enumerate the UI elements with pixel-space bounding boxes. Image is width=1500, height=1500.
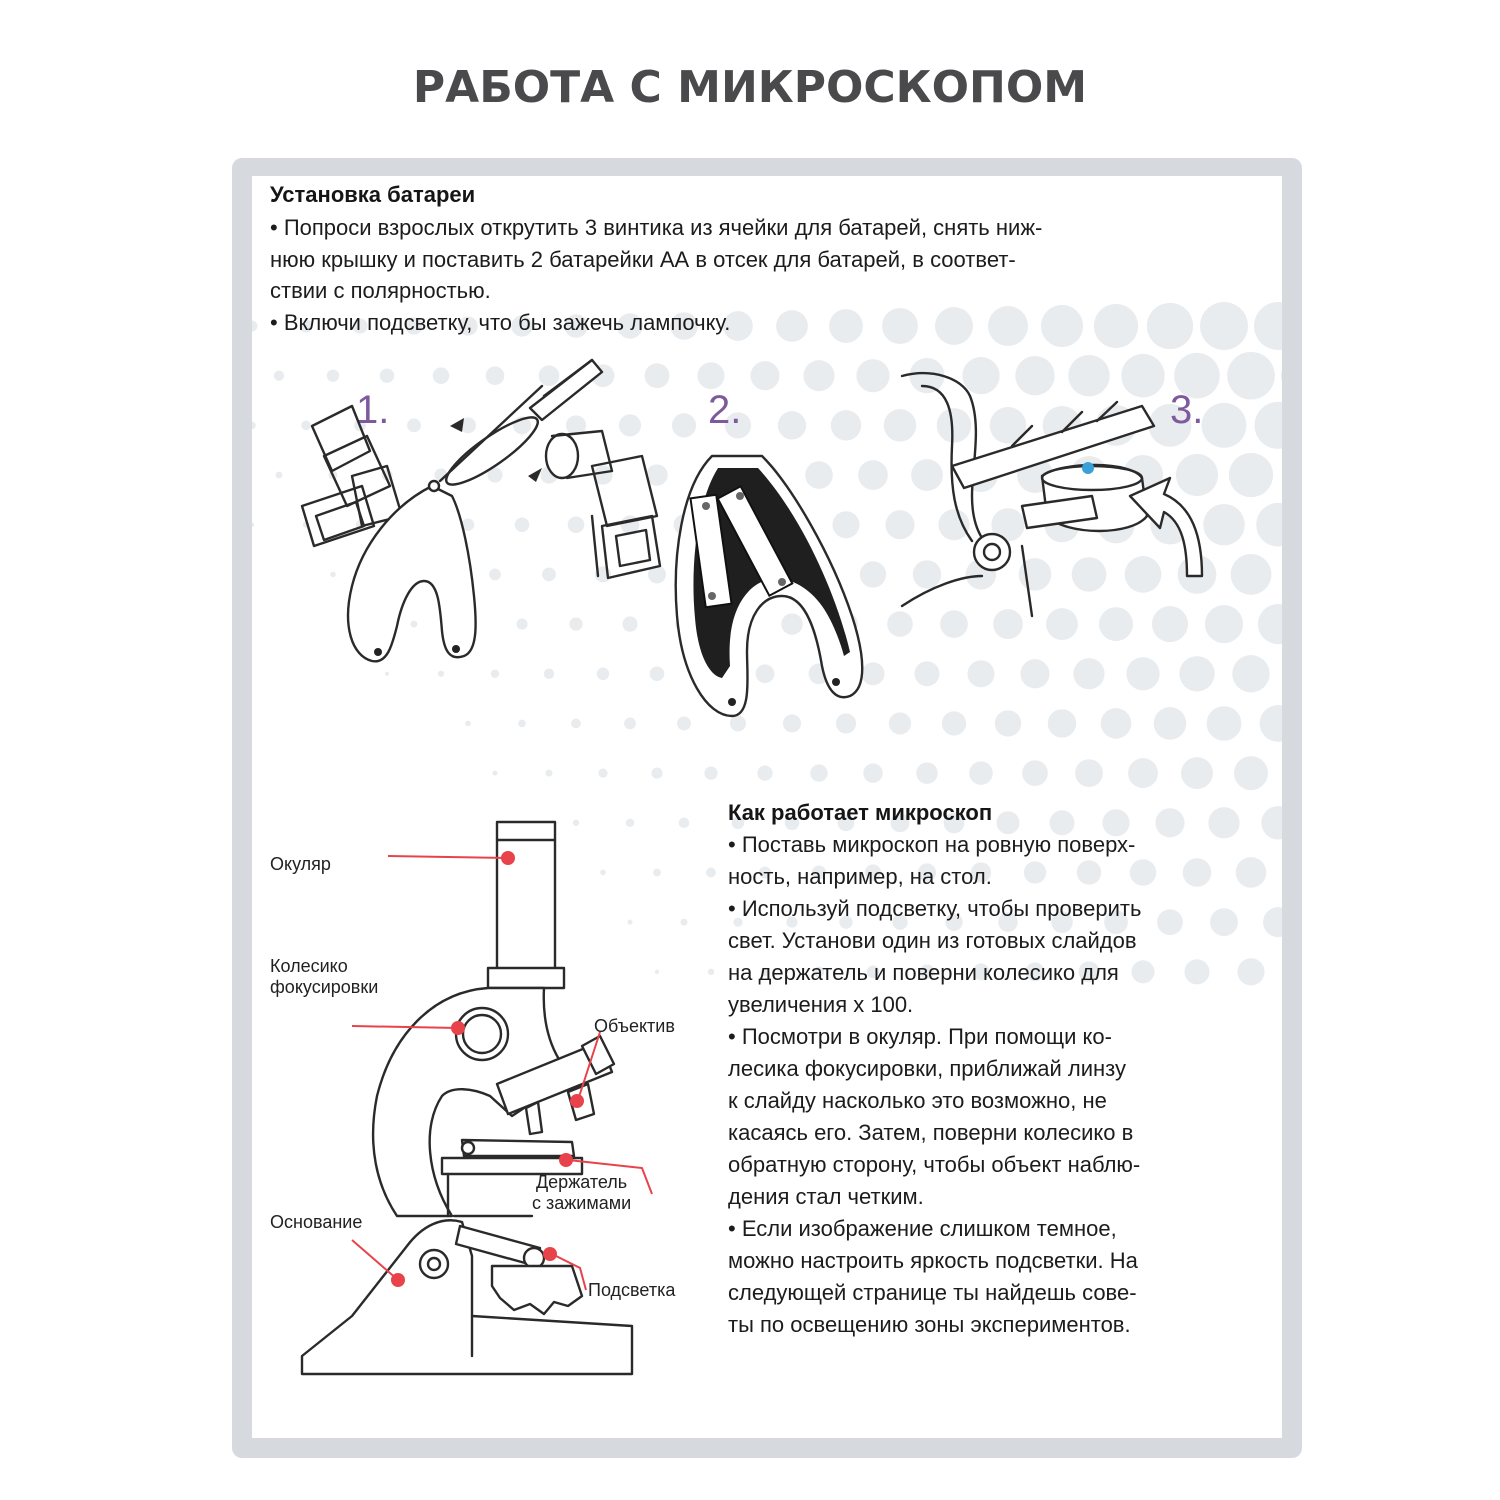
halftone-dot bbox=[1094, 304, 1138, 348]
how-line: обратную сторону, чтобы объект наблю- bbox=[728, 1152, 1141, 1177]
eyepiece-tube bbox=[497, 822, 555, 970]
label-holder bbox=[532, 1172, 631, 1214]
halftone-dot bbox=[493, 771, 498, 776]
halftone-dot bbox=[1254, 302, 1282, 350]
slide-holder bbox=[462, 1140, 574, 1156]
light-switch-button bbox=[1082, 462, 1094, 474]
halftone-dot bbox=[1041, 305, 1083, 347]
halftone-dot bbox=[1210, 908, 1238, 936]
content-panel bbox=[252, 176, 1282, 1438]
base-hinge bbox=[420, 1250, 448, 1278]
halftone-dot bbox=[1181, 757, 1213, 789]
halftone-dot bbox=[810, 764, 827, 781]
halftone-dot bbox=[704, 766, 717, 779]
halftone-dot bbox=[1101, 708, 1132, 739]
how-line: касаясь его. Затем, поверни колесико в bbox=[728, 1120, 1134, 1145]
battery-line: ствии с полярностью. bbox=[270, 278, 491, 303]
hinge bbox=[974, 534, 1010, 570]
how-line: дения стал четким. bbox=[728, 1184, 924, 1209]
halftone-dot bbox=[1207, 706, 1242, 741]
halftone-dot bbox=[598, 769, 607, 778]
halftone-dot bbox=[274, 371, 284, 381]
halftone-dot bbox=[1200, 302, 1248, 350]
halftone-dot bbox=[651, 768, 662, 779]
how-line: • Посмотри в окуляр. При помощи ко- bbox=[728, 1024, 1112, 1049]
label-line: Держатель bbox=[535, 1172, 628, 1192]
halftone-dot bbox=[1208, 807, 1239, 838]
halftone-dot bbox=[1048, 709, 1076, 737]
step-number-2: 2. bbox=[708, 388, 742, 432]
label-line: Колесико bbox=[270, 956, 348, 976]
label-line: с зажимами bbox=[532, 1193, 632, 1213]
label-eyepiece: Окуляр bbox=[270, 854, 331, 874]
halftone-dot bbox=[518, 720, 526, 728]
rotation-arrow-icon bbox=[439, 408, 545, 494]
label-line: фокусировки bbox=[270, 977, 379, 997]
how-instructions bbox=[728, 829, 1141, 1341]
halftone-dot bbox=[1075, 759, 1103, 787]
how-line: на держатель и поверни колесико для bbox=[728, 960, 1119, 985]
halftone-dot bbox=[1263, 907, 1282, 937]
halftone-dot bbox=[1261, 806, 1282, 839]
halftone-dot bbox=[1234, 756, 1268, 790]
how-line: ты по освещению зоны экспериментов. bbox=[728, 1312, 1131, 1337]
halftone-dot bbox=[1281, 352, 1282, 400]
how-line: увеличения х 100. bbox=[728, 992, 914, 1017]
label-base: Основание bbox=[270, 1212, 363, 1232]
halftone-dot bbox=[252, 321, 258, 332]
halftone-dot bbox=[1184, 959, 1209, 984]
halftone-dot bbox=[1260, 705, 1282, 742]
halftone-dot bbox=[863, 763, 883, 783]
halftone-dot bbox=[889, 712, 911, 734]
halftone-dot bbox=[1022, 760, 1048, 786]
label-light: Подсветка bbox=[588, 1280, 676, 1300]
halftone-dot bbox=[706, 868, 716, 878]
halftone-dot bbox=[942, 711, 966, 735]
halftone-dot bbox=[1155, 808, 1184, 837]
step-3-illustration bbox=[892, 366, 1272, 666]
halftone-dot bbox=[1236, 857, 1267, 888]
how-line: можно настроить яркость подсветки. На bbox=[728, 1248, 1138, 1273]
step-number-3: 3. bbox=[1170, 388, 1204, 432]
how-line: следующей странице ты найдешь сове- bbox=[728, 1280, 1137, 1305]
battery-line: нюю крышку и поставить 2 батарейки АА в отсек для батарей, в соответ- bbox=[270, 246, 1016, 272]
how-line: лесика фокусировки, приближай линзу bbox=[728, 1056, 1127, 1081]
page-title: РАБОТА С МИКРОСКОПОМ bbox=[412, 62, 1088, 113]
halftone-dot bbox=[252, 523, 254, 527]
microscope-head-sketch bbox=[546, 431, 660, 578]
halftone-dot bbox=[276, 472, 283, 479]
battery-line: • Включи подсветку, что бы зажечь лампочку. bbox=[270, 309, 731, 335]
screw-hole bbox=[374, 648, 382, 656]
halftone-dot bbox=[1237, 958, 1264, 985]
how-line: ность, например, на стол. bbox=[728, 864, 992, 889]
screw-hole bbox=[728, 698, 736, 706]
halftone-dot bbox=[1154, 707, 1187, 740]
curved-arrow-icon bbox=[1130, 478, 1202, 576]
how-line: к слайду насколько это возможно, не bbox=[728, 1088, 1107, 1113]
screw-hole bbox=[832, 678, 840, 686]
how-line: • Если изображение слишком темное, bbox=[728, 1216, 1117, 1241]
base-cover-plate bbox=[348, 486, 476, 661]
halftone-dot bbox=[969, 761, 993, 785]
battery-instructions bbox=[270, 212, 1042, 338]
battery-heading: Установка батареи bbox=[270, 182, 476, 207]
halftone-dot bbox=[916, 762, 938, 784]
halftone-dot bbox=[1157, 909, 1183, 935]
step-2-illustration bbox=[532, 356, 882, 756]
halftone-dot bbox=[545, 770, 552, 777]
screw-hole bbox=[452, 645, 460, 653]
step-number-1: 1. bbox=[356, 388, 390, 432]
halftone-dot bbox=[708, 969, 714, 975]
top-screw bbox=[429, 481, 439, 491]
light-housing bbox=[492, 1266, 582, 1314]
halftone-dot bbox=[252, 422, 256, 430]
how-line: • Используй подсветку, чтобы проверить bbox=[728, 896, 1142, 921]
how-line: • Поставь микроскоп на ровную поверх- bbox=[728, 832, 1136, 857]
halftone-dot bbox=[995, 710, 1021, 736]
how-heading: Как работает микроскоп bbox=[728, 800, 993, 825]
halftone-dot bbox=[1183, 858, 1212, 887]
halftone-dot bbox=[465, 721, 471, 727]
label-objective: Объектив bbox=[594, 1016, 675, 1036]
battery-line: • Попроси взрослых открутить 3 винтика из ячейки для батарей, снять ниж- bbox=[270, 215, 1043, 240]
halftone-dot bbox=[1128, 758, 1158, 788]
halftone-dot bbox=[1147, 303, 1193, 349]
halftone-dot bbox=[757, 765, 772, 780]
how-line: свет. Установи один из готовых слайдов bbox=[728, 928, 1137, 953]
microscope-diagram bbox=[282, 796, 702, 1396]
label-focus-wheel bbox=[270, 956, 378, 998]
